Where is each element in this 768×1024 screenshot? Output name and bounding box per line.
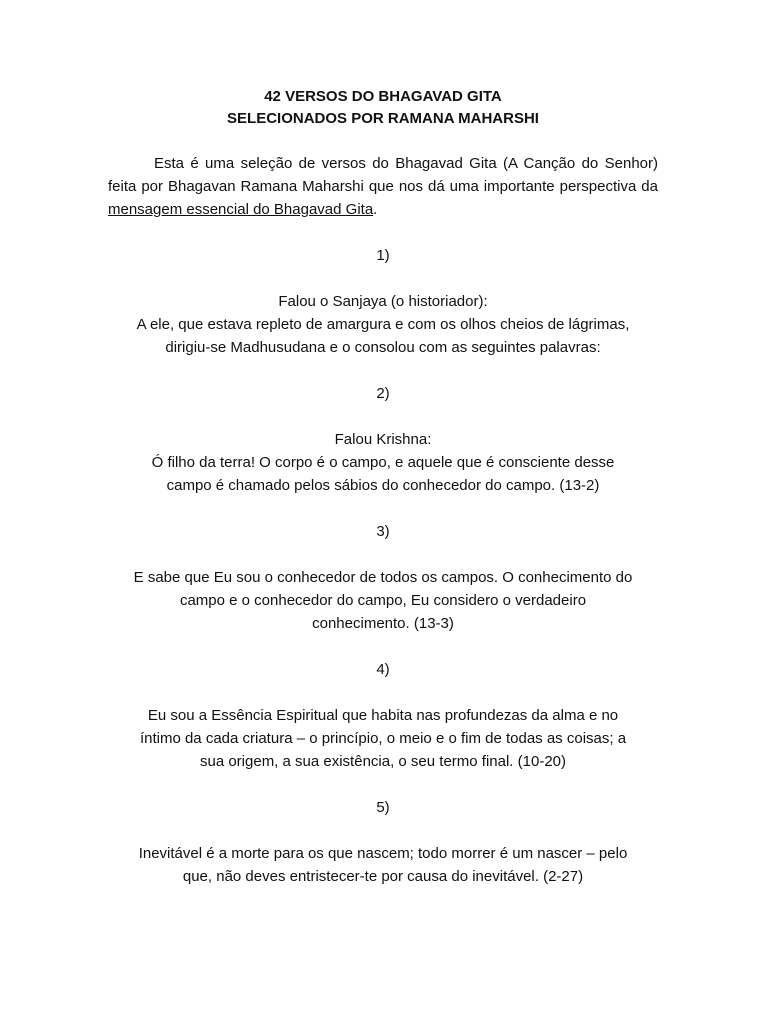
document-title-line-1: 42 VERSOS DO BHAGAVAD GITA	[264, 88, 502, 105]
intro-paragraph	[108, 152, 658, 221]
document-title-line-2: SELECIONADOS POR RAMANA MAHARSHI	[227, 110, 539, 127]
verse-line: campo e o conhecedor do campo, Eu considero o verdadeiro	[179, 592, 587, 609]
document-page	[108, 86, 658, 888]
verse-number: 5)	[376, 799, 390, 816]
verse-line: Eu sou a Essência Espiritual que habita nas profundezas da alma e no	[147, 707, 619, 724]
verse-speaker: Falou Krishna:	[334, 431, 432, 448]
verse-number: 2)	[376, 385, 390, 402]
verse-speaker: Falou o Sanjaya (o historiador):	[278, 293, 488, 310]
intro-text: Esta é uma seleção de versos do Bhagavad Gita (A Canção do Senhor) feita por Bhagavan Ramana Maharshi que nos dá uma importante perspectiva da	[108, 155, 658, 195]
verse-number: 1)	[376, 247, 390, 264]
verse-line: que, não deves entristecer-te por causa do inevitável. (2-27)	[182, 868, 584, 885]
verse-line: íntimo da cada criatura – o princípio, o meio e o fim de todas as coisas; a	[139, 730, 627, 747]
verse-line: Ó filho da terra! O corpo é o campo, e aquele que é consciente desse	[151, 454, 615, 471]
verse-number: 4)	[376, 661, 390, 678]
verse-line: A ele, que estava repleto de amargura e com os olhos cheios de lágrimas,	[136, 316, 630, 333]
verse-line: E sabe que Eu sou o conhecedor de todos os campos. O conhecimento do	[133, 569, 633, 586]
verse-line: Inevitável é a morte para os que nascem; todo morrer é um nascer – pelo	[138, 845, 628, 862]
intro-underlined-text: mensagem essencial do Bhagavad Gita	[108, 201, 374, 218]
verse-line: conhecimento. (13-3)	[312, 615, 454, 632]
intro-text-end: .	[373, 201, 378, 218]
verse-line: dirigiu-se Madhusudana e o consolou com as seguintes palavras:	[165, 339, 601, 356]
verse-line: sua origem, a sua existência, o seu termo final. (10-20)	[199, 753, 566, 770]
verse-line: campo é chamado pelos sábios do conhecedor do campo. (13-2)	[166, 477, 600, 494]
verse-number: 3)	[376, 523, 390, 540]
